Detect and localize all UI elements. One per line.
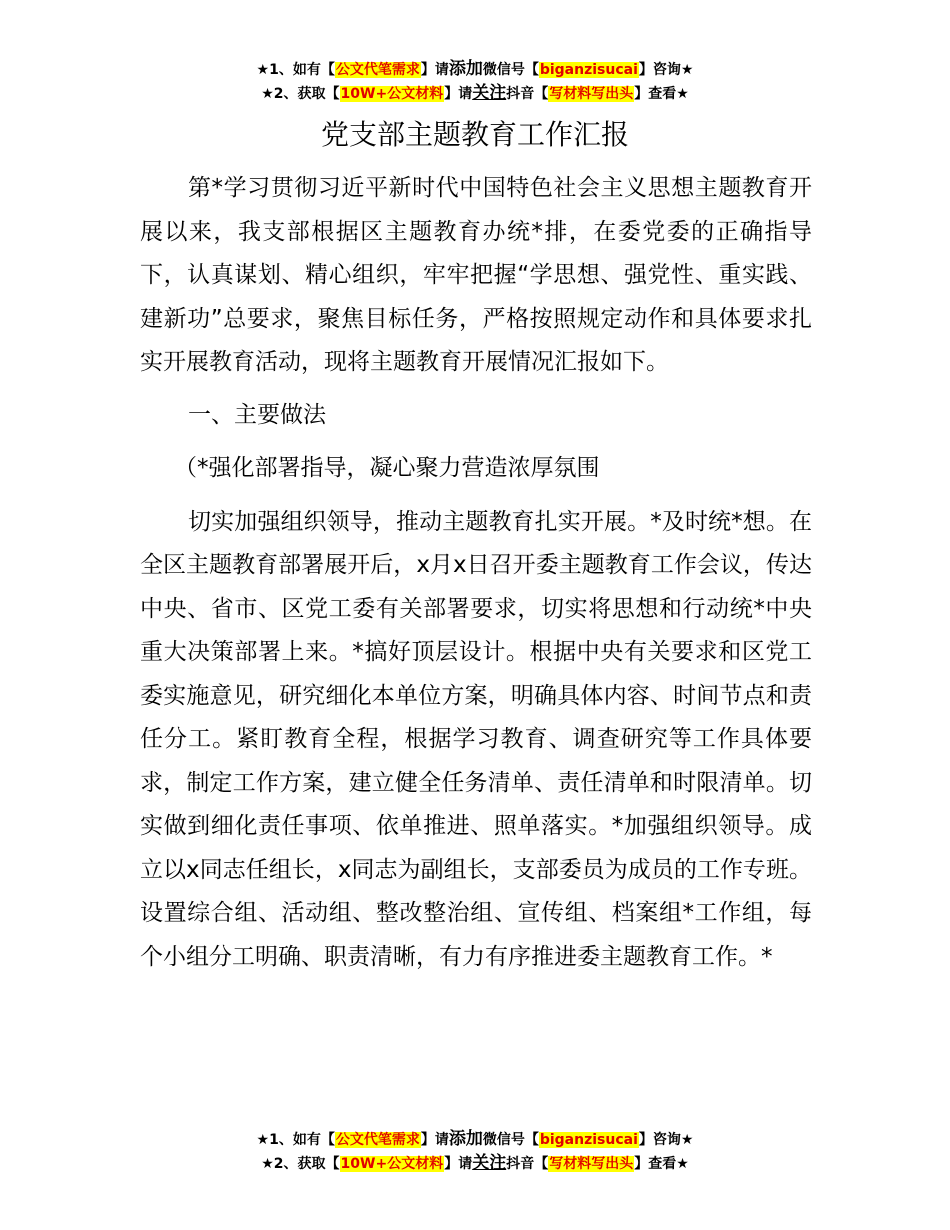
banner-line-2: [0, 1152, 950, 1176]
banner-text: 】请: [420, 62, 449, 78]
highlight-materials: 10W+公文材料: [340, 1156, 444, 1172]
banner-emphasis: 添加: [448, 59, 483, 79]
star-icon: ★: [680, 1132, 694, 1148]
intro-paragraph: 第*学习贯彻习近平新时代中国特色社会主义思想主题教育开展以来，我支部根据区主题教育办统*排，在委党委的正确指导下，认真谋划、精心组织，牢牢把握“学思想、强党性、重实践、建新功”总要求，聚焦目标任务，严格按照规定动作和具体要求扎实开展教育活动，现将主题教育开展情况汇报如下。: [140, 175, 812, 375]
body-paragraph: 切实加强组织领导，推动主题教育扎实开展。*及时统*想。在全区主题教育部署展开后，x月x日召开委主题教育工作会议，传达中央、省市、区党工委有关部署要求，切实将思想和行动统*中央重大决策部署上来。*搞好顶层设计。根据中央有关要求和区党工委实施意见，研究细化本单位方案，明确具体内容、时间节点和责任分工。紧盯教育全程，根据学习教育、调查研究等工作具体要求，制定工作方案，建立健全任务清单、责任清单和时限清单。切实做到细化责任事项、依单推进、照单落实。*加强组织领导。成立以x同志任组长，x同志为副组长，支部委员为成员的工作专班。设置综合组、活动组、整改整治组、宣传组、档案组*工作组，每个小组分工明确、职责清晰，有力有序推进委主题教育工作。*: [140, 508, 812, 970]
banner-text: 抖音【: [506, 1156, 549, 1172]
highlight-service: 公文代笔需求: [335, 1132, 420, 1148]
banner-text: 2、获取【: [273, 1156, 340, 1172]
highlight-wechat-id: biganzisucai: [539, 1132, 638, 1148]
banner-text: 】咨询: [638, 1132, 681, 1148]
star-icon: ★: [680, 62, 694, 78]
banner-text: 微信号【: [482, 1132, 539, 1148]
highlight-wechat-id: biganzisucai: [539, 62, 638, 78]
star-icon: ★: [676, 86, 689, 102]
banner-text: 】查看: [634, 1156, 677, 1172]
banner-text: 】咨询: [638, 62, 681, 78]
banner-text: 抖音【: [506, 86, 549, 102]
highlight-douyin: 写材料写出头: [549, 1156, 634, 1172]
highlight-service: 公文代笔需求: [335, 62, 420, 78]
banner-text: 1、如有【: [269, 1132, 335, 1148]
star-icon: ★: [256, 62, 270, 78]
banner-text: 2、获取【: [273, 86, 340, 102]
banner-line-1: [0, 1128, 950, 1152]
banner-text: 微信号【: [482, 62, 539, 78]
banner-line-1: [0, 58, 950, 82]
banner-text: 】请: [444, 86, 473, 102]
subsection-heading: （*强化部署指导，凝心聚力营造浓厚氛围: [174, 455, 600, 481]
header-banner: [0, 58, 950, 106]
star-icon: ★: [261, 86, 274, 102]
star-icon: ★: [261, 1156, 274, 1172]
footer-banner: [0, 1128, 950, 1176]
banner-text: 】查看: [634, 86, 677, 102]
section-heading: 一、主要做法: [188, 401, 326, 428]
banner-text: 】请: [420, 1132, 449, 1148]
banner-emphasis: 添加: [448, 1129, 483, 1149]
banner-text: 】请: [444, 1156, 473, 1172]
star-icon: ★: [676, 1156, 689, 1172]
document-body: [140, 167, 812, 979]
banner-emphasis: 关注: [472, 1153, 507, 1173]
document-title: 党支部主题教育工作汇报: [320, 118, 629, 151]
highlight-douyin: 写材料写出头: [549, 86, 634, 102]
highlight-materials: 10W+公文材料: [340, 86, 444, 102]
banner-emphasis: 关注: [472, 83, 507, 103]
star-icon: ★: [256, 1132, 270, 1148]
banner-text: 1、如有【: [269, 62, 335, 78]
banner-line-2: [0, 82, 950, 106]
